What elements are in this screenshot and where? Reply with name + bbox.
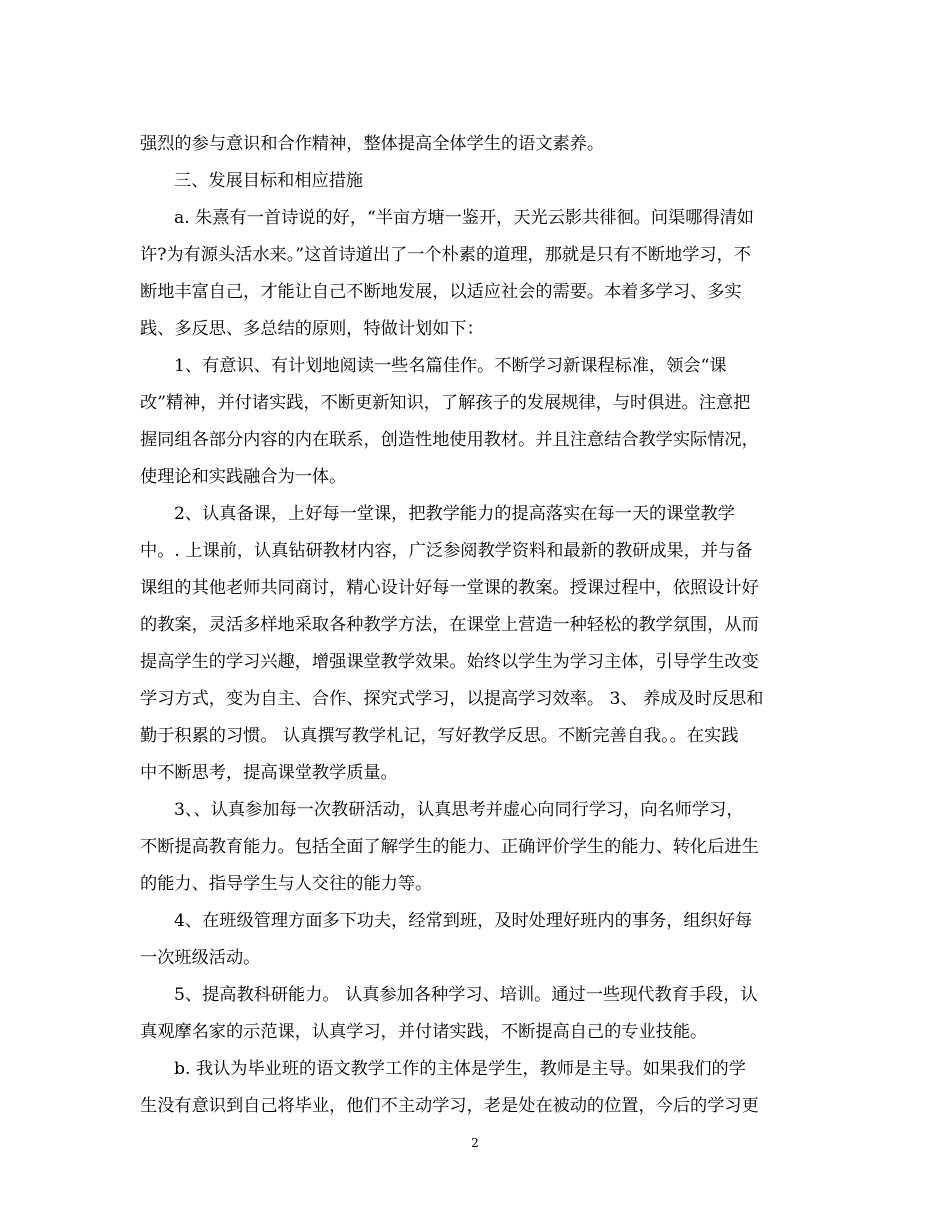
text-line: 一次班级活动。: [140, 948, 261, 968]
text-line: 真观摩名家的示范课，认真学习，并付诸实践，不断提高自己的专业技能。: [140, 1022, 708, 1042]
text-line: 握同组各部分内容的内在联系，创造性地使用教材。并且注意结合教学实际情况，: [140, 430, 759, 450]
text-line: 许?为有源头活水来。”这首诗道出了一个朴素的道理，那就是只有不断地学习，不: [140, 245, 751, 265]
paragraph-start: 3、、认真参加每一次教研活动，认真思考并虚心向同行学习，向名师学习，: [174, 800, 744, 820]
page-number: 2: [471, 1136, 479, 1150]
paragraph-start: 5、提高教科研能力。 认真参加各种学习、培训。通过一些现代教育手段，认: [174, 985, 758, 1005]
text-line: 提高学生的学习兴趣，增强课堂教学效果。始终以学生为学习主体，引导学生改变: [140, 652, 759, 672]
text-line: 的教案，灵活多样地采取各种教学方法，在课堂上营造一种轻松的教学氛围，从而: [140, 615, 759, 635]
document-body: [140, 126, 812, 1125]
text-line: 改”精神，并付诸实践，不断更新知识，了解孩子的发展规律，与时俱进。注意把: [140, 393, 751, 413]
text-line: 学习方式，变为自主、合作、探究式学习，以提高学习效率。 3、 养成及时反思和: [140, 689, 764, 709]
text-line: 使理论和实践融合为一体。: [140, 467, 347, 487]
text-line: 的能力、指导学生与人交往的能力等。: [140, 874, 433, 894]
paragraph-start: 1、有意识、有计划地阅读一些名篇佳作。不断学习新课程标准，领会“课: [174, 356, 727, 376]
text-line: 勤于积累的习惯。 认真撰写教学札记，写好教学反思。不断完善自我。。在实践: [140, 726, 739, 746]
text-line: 课组的其他老师共同商讨，精心设计好每一堂课的教案。授课过程中，依照设计好: [140, 578, 759, 598]
text-line: 不断提高教育能力。包括全面了解学生的能力、正确评价学生的能力、转化后进生: [140, 837, 759, 857]
text-line: 断地丰富自己，才能让自己不断地发展，以适应社会的需要。本着多学习、多实: [140, 282, 742, 302]
text-line: 强烈的参与意识和合作精神，整体提高全体学生的语文素养。: [140, 134, 605, 154]
text-line: 中不断思考，提高课堂教学质量。: [140, 763, 398, 783]
paragraph-start: b. 我认为毕业班的语文教学工作的主体是学生，教师是主导。如果我们的学: [174, 1059, 746, 1079]
section-heading: 三、发展目标和相应措施: [174, 171, 364, 191]
text-line: 中。. 上课前，认真钻研教材内容，广泛参阅教学资料和最新的教研成果，并与备: [140, 541, 753, 561]
paragraph-start: a. 朱熹有一首诗说的好，“半亩方塘一鉴开，天光云影共徘徊。问渠哪得清如: [174, 208, 754, 228]
paragraph-start: 4、在班级管理方面多下功夫，经常到班，及时处理好班内的事务，组织好每: [174, 911, 753, 931]
text-line: 践、多反思、多总结的原则，特做计划如下：: [140, 319, 484, 339]
text-line: 生没有意识到自己将毕业，他们不主动学习，老是处在被动的位置，今后的学习更: [140, 1096, 759, 1116]
paragraph-start: 2、认真备课，上好每一堂课，把教学能力的提高落实在每一天的课堂教学: [174, 504, 735, 524]
